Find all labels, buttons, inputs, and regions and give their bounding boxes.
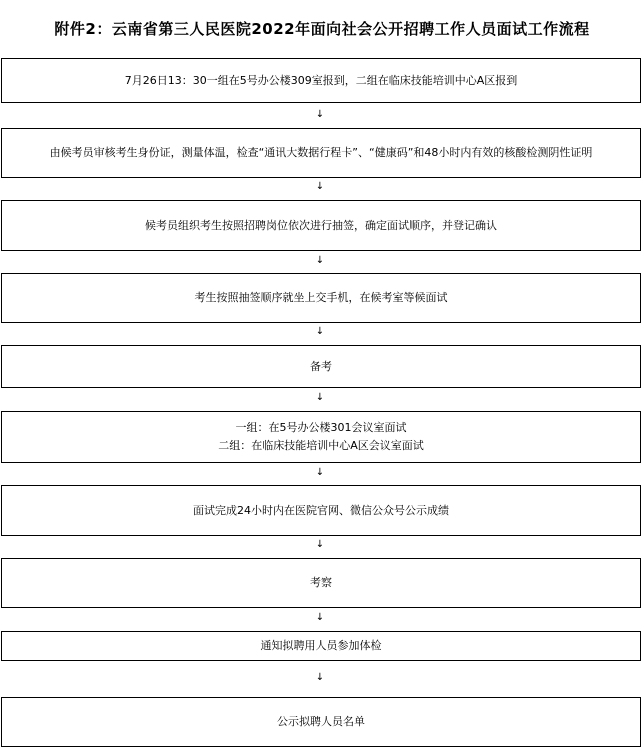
arrow-down-icon: ↓ xyxy=(315,326,325,337)
step-3-text: 候考员组织考生按照招聘岗位依次进行抽签，确定面试顺序，并登记确认 xyxy=(145,218,497,232)
step-4-text: 考生按照抽签顺序就坐上交手机，在候考室等候面试 xyxy=(194,291,448,304)
step-2-text: 由候考员审核考生身份证，测量体温，检查“通讯大数据行程卡”、“健康码”和48小时内有效的核酸检测阴性证明 xyxy=(49,146,593,159)
step-4-waiting xyxy=(1,273,641,323)
step-7-text: 面试完成24小时内在医院官网、微信公众号公示成绩 xyxy=(193,503,449,517)
step-1-checkin xyxy=(1,58,641,103)
step-6-text-group-1: 一组：在5号办公楼301会议室面试 xyxy=(235,421,407,434)
step-5-preparation xyxy=(1,345,641,388)
arrow-down-icon: ↓ xyxy=(315,109,325,120)
step-10-text: 公示拟聘人员名单 xyxy=(277,715,365,728)
step-9-text: 通知拟聘用人员参加体检 xyxy=(260,639,382,652)
step-6-text-group-2: 二组：在临床技能培训中心A区会议室面试 xyxy=(218,439,424,452)
step-9-medical-exam xyxy=(1,631,641,661)
arrow-down-icon: ↓ xyxy=(315,467,325,478)
step-8-text: 考察 xyxy=(310,576,332,589)
arrow-down-icon: ↓ xyxy=(315,392,325,403)
arrow-down-icon: ↓ xyxy=(315,672,325,683)
step-7-results xyxy=(1,485,641,536)
arrow-down-icon: ↓ xyxy=(315,612,325,623)
step-1-text: 7月26日13：30一组在5号办公楼309室报到，二组在临床技能培训中心A区报到 xyxy=(124,73,518,87)
step-6-interview-rooms xyxy=(1,411,641,463)
step-10-publish-list xyxy=(1,697,641,747)
arrow-down-icon: ↓ xyxy=(315,539,325,550)
step-8-inspection xyxy=(1,558,641,608)
arrow-down-icon: ↓ xyxy=(315,181,325,192)
step-2-verification xyxy=(1,128,641,178)
page-title: 附件2：云南省第三人民医院2022年面向社会公开招聘工作人员面试工作流程 xyxy=(54,20,590,38)
arrow-down-icon: ↓ xyxy=(315,255,325,266)
step-5-text: 备考 xyxy=(310,359,332,373)
step-3-lottery xyxy=(1,200,641,251)
